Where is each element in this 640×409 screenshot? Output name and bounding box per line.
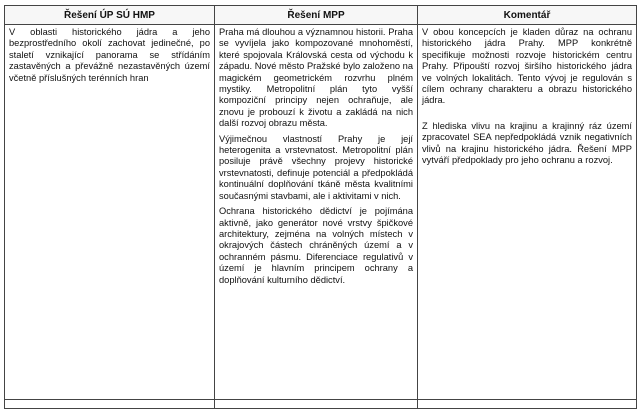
header-mpp: Řešení MPP [215,6,418,25]
cell-continued [5,400,215,409]
comparison-table [4,5,637,409]
header-comment: Komentář [418,6,637,25]
cell-continued [215,400,418,409]
table-row [5,25,637,400]
cell-up-su-hmp [5,25,215,400]
paragraph: V oblasti historického jádra a jeho bezprostředního okolí zachovat jedinečné, po staletí vznikající panorama se střídáním zastavěných a převážně nezastavěných území včetně příslušných terénních hran [9,27,210,83]
table-row-continued [5,400,637,409]
paragraph: V obou koncepcích je kladen důraz na ochranu historického jádra Prahy. MPP konkrétně specifikuje možnosti rozvoje historickém centru Prahy. Připouští rozvoj širšího historického jádra ve volných lokalitách. Tento vývoj je regulován s cílem ochrany charakteru a obrazu historického jádra. [422,27,632,106]
header-row [5,6,637,25]
cell-mpp [215,25,418,400]
paragraph: Praha má dlouhou a významnou historii. Praha se vyvíjela jako kompozované mnohoměstí, které spojovala Královská cesta od východu k západu. Nové město Pražské bylo založeno na magickém geometrickém rozvrhu plném mystiky. Metropolitní plán tyto vyšší kompoziční principy nejen ochraňuje, ale znovu je probouzí k životu a zakládá na nich další rozvoj obrazu města. [219,27,413,129]
paragraph: Ochrana historického dědictví je pojímána aktivně, jako generátor nové vrstvy špičkové architektury, zejména na volných místech v okrajových částech chráněných území a v ochranném pásmu. Diferenciace regulativů v území je hlavním principem ochrany a doplňování kulturního dědictví. [219,206,413,285]
paragraph: Výjimečnou vlastností Prahy je její heterogenita a vrstevnatost. Metropolitní plán posiluje právě všechny projevy historické vrstevnatosti, definuje potenciál a předpokládá kontinuální doplňování tkáně města kvalitními současnými stavbami, ale i aktivitami v nich. [219,133,413,201]
header-up-su-hmp: Řešení ÚP SÚ HMP [5,6,215,25]
cell-comment [418,25,637,400]
cell-continued [418,400,637,409]
paragraph: Z hlediska vlivu na krajinu a krajinný ráz území zpracovatel SEA nepředpokládá vznik negativních vlivů na krajinu historického jádra. Řešení MPP vytváří předpoklady pro jeho ochranu a rozvoj. [422,120,632,166]
